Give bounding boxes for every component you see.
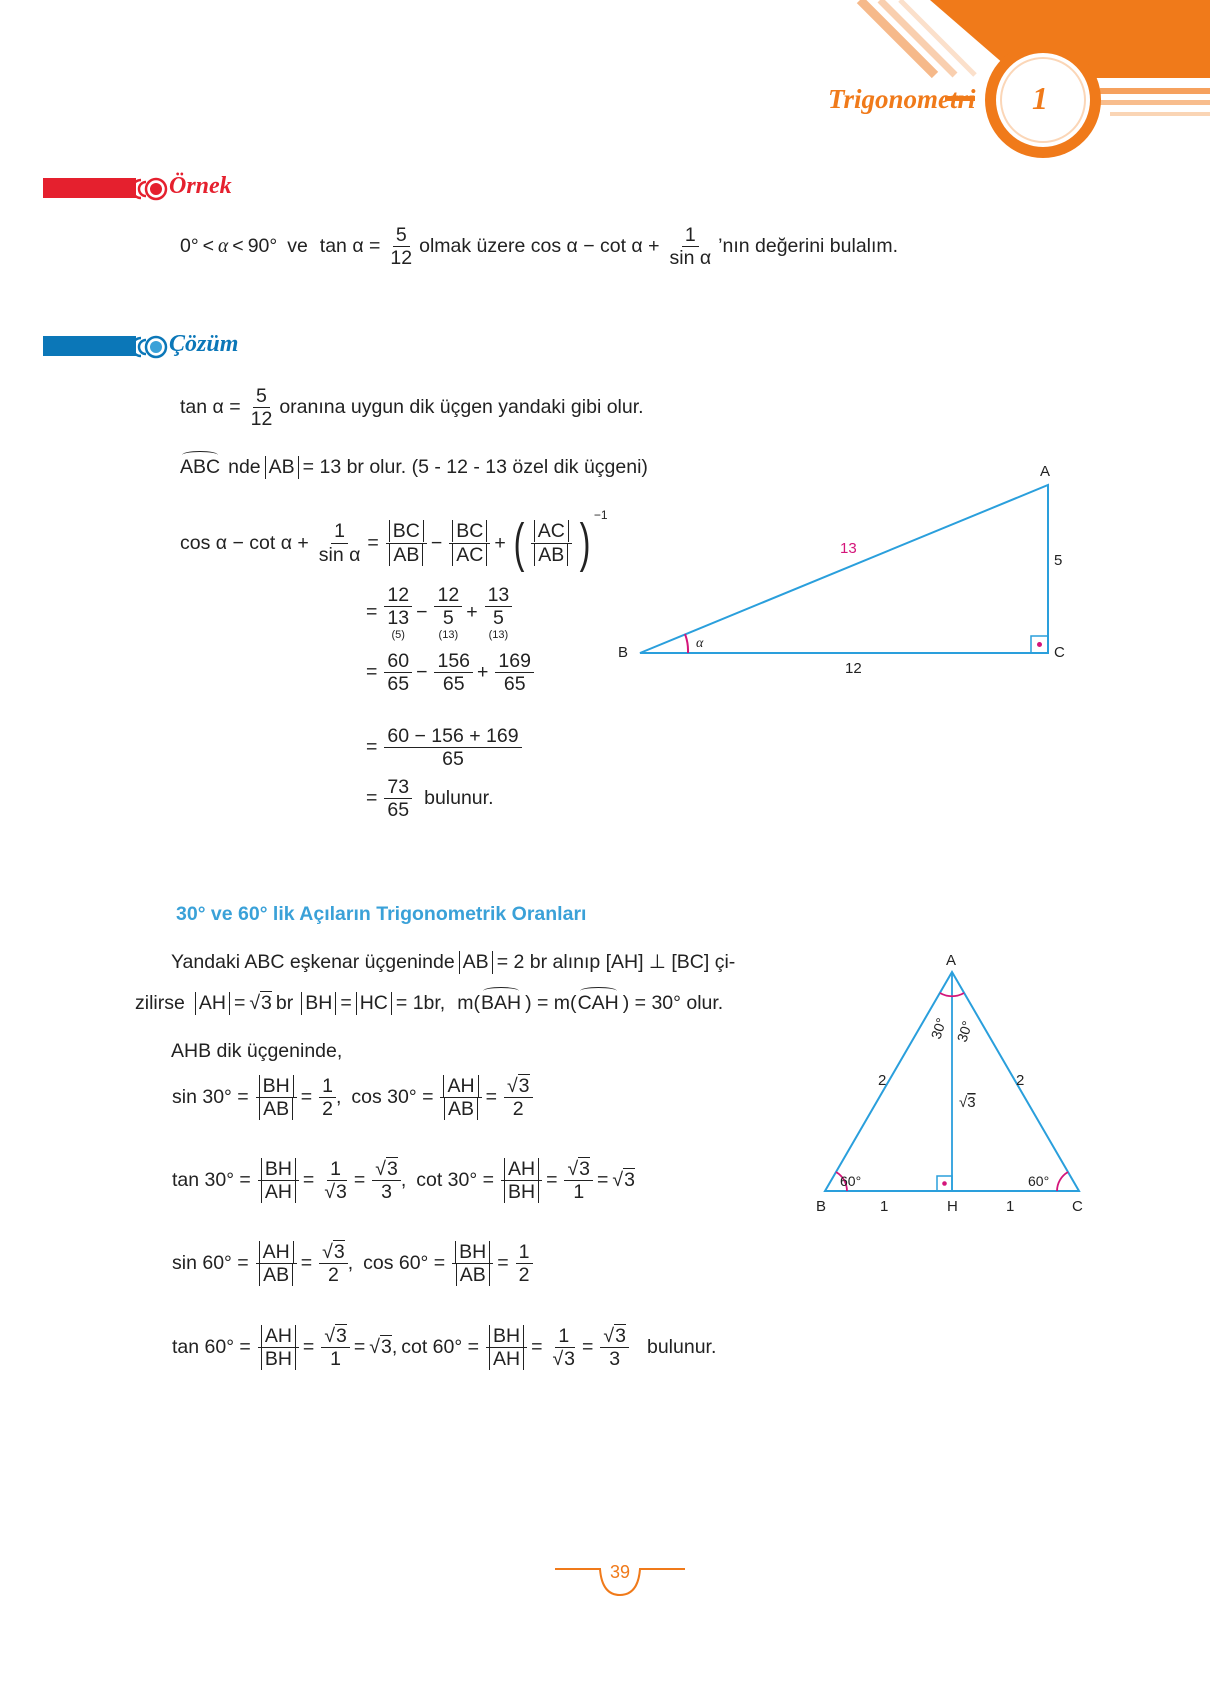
r4-tail: bulunur. [646, 1336, 717, 1359]
s2-p2-hc: HC [356, 992, 392, 1015]
right-triangle-diagram [600, 455, 1080, 680]
eq1-lhs: cos α − cot α + [180, 531, 309, 554]
r3-frac-v2: $\frac{1}{2}$ [516, 1241, 533, 1287]
solution-eq3 [366, 650, 538, 696]
example-marker [43, 176, 173, 202]
s2-p2-f: m( [457, 992, 480, 1014]
r3-frac-a: $\frac{AH}{AB}$ [256, 1241, 297, 1287]
eq3-plus: + [477, 661, 489, 684]
ex-p1: 0° [180, 235, 199, 258]
r3-frac-v1: $\frac{√3}{2}$ [319, 1241, 348, 1287]
solution-eq2 [366, 584, 516, 641]
eq1-frac-c: $\frac{AC}{AB}$ [531, 520, 572, 566]
s2-p2-c: br [275, 992, 294, 1014]
eq5-tail: bulunur. [424, 787, 494, 810]
eq2-frac-b: 12 5 (13) [434, 584, 462, 641]
eq2-frac-c: 13 5 (13) [485, 584, 513, 641]
ex-p5: 90° [247, 235, 278, 258]
s2-p2-a: zilirse [135, 992, 185, 1014]
r4-frac-v3: $\frac{1}{√3}$ [552, 1325, 576, 1371]
r1-eq2: = [485, 1086, 497, 1109]
r2-frac-a: $\frac{BH}{AH}$ [258, 1158, 299, 1204]
s2-p2-d: = [340, 992, 352, 1014]
eq1-rparen: ) [579, 513, 591, 573]
ratio-row-60b [172, 1325, 720, 1371]
s2-p2-g: ) = m( [525, 992, 577, 1014]
r3-eq2: = [497, 1252, 509, 1275]
eq1-eq: = [367, 531, 379, 554]
r4-eq4: = [582, 1336, 594, 1359]
r2-frac-v2: $\frac{√3}{3}$ [372, 1158, 401, 1204]
r3-a: sin 60° = [172, 1252, 249, 1275]
r3-sep: , [347, 1252, 354, 1275]
r4-a: tan 60° = [172, 1336, 251, 1359]
ratio-row-30a [172, 1075, 537, 1121]
eq1-minus: − [430, 531, 443, 554]
equilateral-triangle-diagram [800, 945, 1090, 1225]
eq1-frac-sin: $\frac{1}{\text{sin α}}$ [318, 520, 361, 566]
sol-l1-a: tan α = [180, 396, 241, 419]
ratio-row-60a [172, 1241, 537, 1287]
page-number: 39 [609, 1562, 631, 1582]
r2-eq4: = [597, 1169, 609, 1192]
ex-p7: tan α = [319, 235, 381, 258]
r4-v2: √3 [369, 1336, 392, 1359]
r4-eq2: = [353, 1336, 366, 1359]
s2-p2-bah: BAH [480, 992, 522, 1014]
sol-l1-frac: $\frac{5}{12}$ [250, 385, 273, 431]
r2-a: tan 30° = [172, 1169, 251, 1192]
t2-side-right: 2 [1016, 1072, 1025, 1089]
r1-frac-v1: $\frac{1}{2}$ [319, 1075, 336, 1121]
r2-eq3: = [546, 1169, 558, 1192]
solution-line2 [180, 456, 652, 479]
r2-sep: , [400, 1169, 407, 1192]
s2-p2-sqrt: √3 [249, 992, 272, 1014]
r4-sep: , [391, 1336, 398, 1359]
example-statement [180, 224, 902, 270]
eq1-plus: + [494, 531, 506, 554]
s2-p2-b: = [233, 992, 246, 1014]
eq3-eq: = [366, 661, 378, 684]
t1-vertex-b: B [618, 644, 629, 661]
solution-eq5 [366, 776, 498, 822]
ex-p6: ve [287, 235, 308, 258]
r4-b: cot 60° = [401, 1336, 479, 1359]
ex-p4: < [232, 235, 244, 258]
r2-eq1: = [302, 1169, 315, 1192]
sol-l2-hat: ABC [180, 456, 221, 478]
r4-frac-a: $\frac{AH}{BH}$ [258, 1325, 299, 1371]
t2-base-left: 1 [880, 1198, 889, 1215]
r2-frac-b: $\frac{AH}{BH}$ [501, 1158, 542, 1204]
eq2-eq: = [366, 600, 378, 623]
ex-p8: olmak üzere cos α − cot α + [419, 235, 660, 258]
r4-eq1: = [302, 1336, 315, 1359]
t2-foot-h: H [947, 1198, 958, 1215]
t1-angle: α [696, 636, 704, 651]
solution-eq4 [366, 725, 526, 771]
r1-sep: , [335, 1086, 342, 1109]
sol-l1-b: oranına uygun dik üçgen yandaki gibi olur. [279, 396, 644, 419]
ratio-row-30b [172, 1158, 639, 1204]
r4-frac-b: $\frac{BH}{AH}$ [486, 1325, 527, 1371]
solution-marker [43, 334, 173, 360]
section2-para2 [135, 992, 727, 1015]
ex-p9: ’nın değerini bulalım. [718, 235, 899, 258]
t1-opposite: 5 [1054, 552, 1063, 569]
ex-frac1: $\frac{5}{12}$ [390, 224, 413, 270]
example-label: Örnek [169, 173, 232, 199]
chapter-number: 1 [1032, 80, 1048, 116]
t2-base-right: 1 [1006, 1198, 1015, 1215]
section2-para1 [171, 950, 739, 974]
sol-l2-ab: AB [265, 456, 299, 479]
r3-frac-b: $\frac{BH}{AB}$ [452, 1241, 493, 1287]
r2-v4: √3 [612, 1169, 635, 1192]
t1-hypotenuse: 13 [840, 540, 857, 557]
eq4-eq: = [366, 736, 378, 759]
r4-eq3: = [531, 1336, 543, 1359]
t2-angle-left: 60° [840, 1173, 862, 1189]
eq5-frac: $\frac{73}{65}$ [384, 776, 412, 822]
solution-eq1 [180, 508, 612, 573]
eq4-frac: $\frac{60 - 156 + 169}{65}$ [384, 725, 521, 771]
eq3-frac-c: $\frac{169}{65}$ [495, 650, 534, 696]
solution-label: Çözüm [169, 331, 239, 357]
ex-frac2: $\frac{1}{\text{sin α}}$ [669, 224, 712, 270]
eq2-plus: + [466, 600, 478, 623]
t2-vertex-b: B [816, 1198, 827, 1215]
s2-p2-bh: BH [301, 992, 336, 1015]
eq1-frac-a: $\frac{BC}{AB}$ [386, 520, 427, 566]
r1-a: sin 30° = [172, 1086, 249, 1109]
t2-vertex-c: C [1072, 1198, 1083, 1215]
t2-angle-top-right: 30° [953, 1018, 976, 1044]
t2-vertex-a: A [946, 952, 957, 969]
r1-frac-v2: $\frac{√3}{2}$ [504, 1075, 533, 1121]
ex-p3: α [218, 235, 229, 257]
s2-p1-a: Yandaki ABC eşkenar üçgeninde [171, 950, 455, 973]
eq1-frac-b: $\frac{BC}{AC}$ [449, 520, 490, 566]
section2-title: 30° ve 60° lik Açıların Trigonometrik Oranları [176, 903, 587, 925]
eq5-eq: = [366, 787, 378, 810]
t2-angle-right: 60° [1028, 1173, 1050, 1189]
eq2-frac-a: 12 13 (5) [384, 584, 412, 641]
ex-p2: < [202, 235, 215, 258]
eq3-minus: − [416, 661, 428, 684]
t2-angle-top-left: 30° [927, 1015, 950, 1041]
chapter-title: Trigonometri [828, 84, 976, 114]
t2-height: √3 [959, 1094, 976, 1111]
header-decoration [0, 0, 1210, 170]
r1-eq1: = [300, 1086, 313, 1109]
section2-para3: AHB dik üçgeninde, [171, 1040, 343, 1062]
sol-l2-b: = 13 br olur. (5 - 12 - 13 özel dik üçgeni) [302, 456, 648, 478]
r1-b: cos 30° = [351, 1086, 434, 1109]
t2-side-left: 2 [878, 1072, 887, 1089]
s2-p2-ah: AH [195, 992, 230, 1015]
r2-frac-v3: $\frac{√3}{1}$ [564, 1158, 593, 1204]
t1-vertex-c: C [1054, 644, 1065, 661]
r3-b: cos 60° = [363, 1252, 446, 1275]
solution-line1 [180, 385, 648, 431]
r4-frac-v1: $\frac{√3}{1}$ [321, 1325, 350, 1371]
eq3-frac-b: $\frac{156}{65}$ [434, 650, 473, 696]
s2-p2-h: ) = 30° olur. [622, 992, 724, 1014]
s2-p1-ab: AB [459, 951, 493, 974]
t1-adjacent: 12 [845, 660, 862, 677]
r3-eq1: = [300, 1252, 313, 1275]
eq3-frac-a: $\frac{60}{65}$ [384, 650, 412, 696]
s2-p1-b: = 2 br alınıp [AH] ⊥ [BC] çi- [496, 951, 736, 973]
r2-b: cot 30° = [416, 1169, 494, 1192]
r2-eq2: = [353, 1169, 366, 1192]
eq1-lparen: ( [513, 513, 525, 573]
r4-frac-v4: $\frac{√3}{3}$ [600, 1325, 629, 1371]
t1-vertex-a: A [1040, 463, 1051, 480]
s2-p2-cah: CAH [577, 992, 619, 1014]
r2-frac-v1: $\frac{1}{√3}$ [324, 1158, 347, 1204]
s2-p2-e: = 1br, [395, 992, 446, 1014]
eq1-exp: −1 [593, 508, 608, 522]
sol-l2-a: nde [228, 456, 261, 478]
r1-frac-b: $\frac{AH}{AB}$ [440, 1075, 481, 1121]
r1-frac-a: $\frac{BH}{AB}$ [256, 1075, 297, 1121]
eq2-minus: − [416, 600, 428, 623]
